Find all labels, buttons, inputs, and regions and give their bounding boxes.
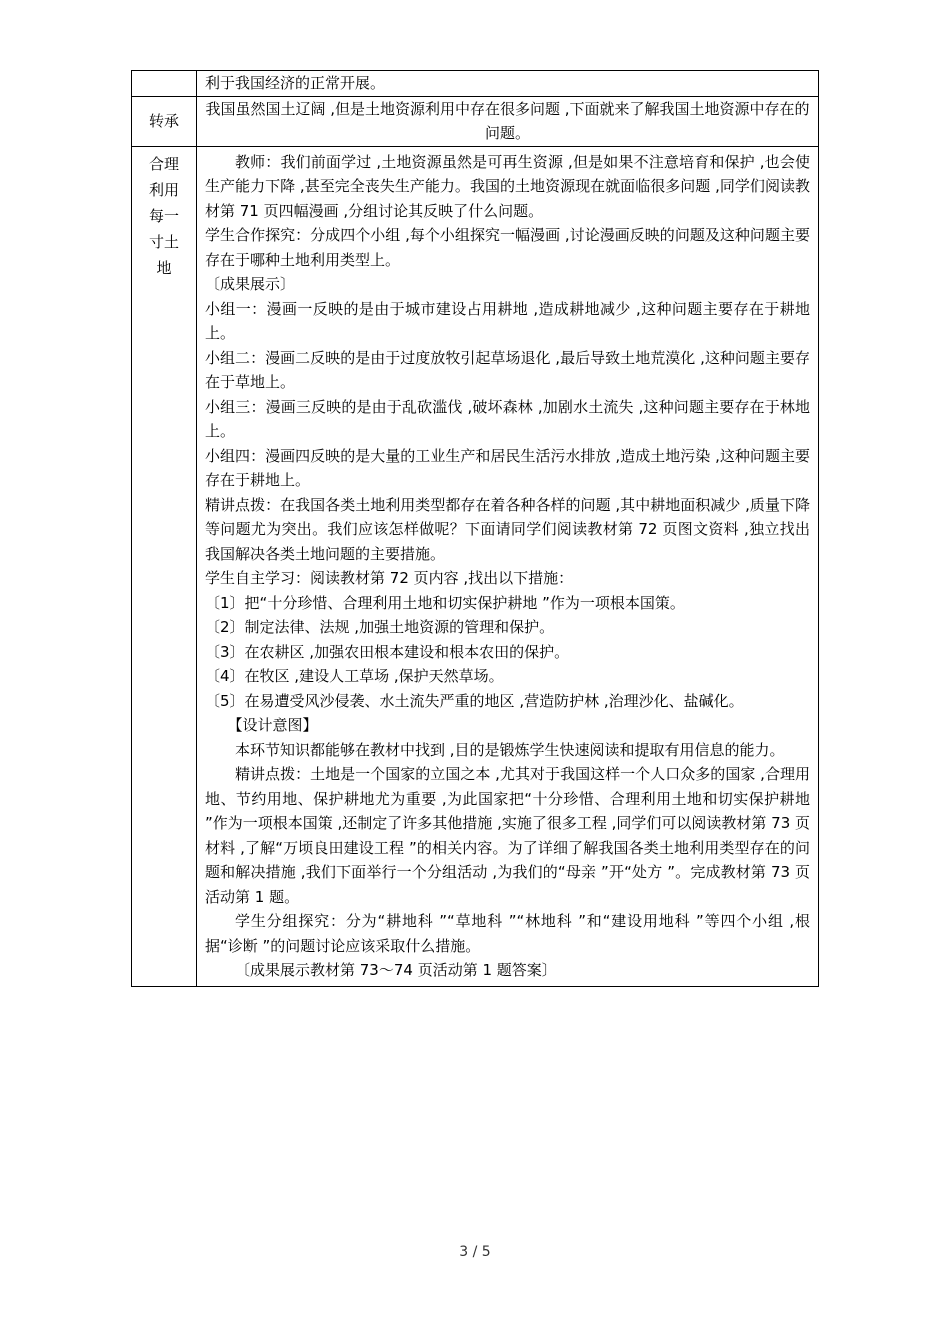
paragraph-measure-5: 〔5〕在易遭受风沙侵袭、水土流失严重的地区 ,营造防护林 ,治理沙化、盐碱化。 bbox=[205, 691, 744, 710]
paragraph-teacher-intro: 教师：我们前面学过 ,土地资源虽然是可再生资源 ,但是如果不注意培育和保护 ,也会使生产能力下降 ,甚至完全丧失生产能力。我国的土地资源现在就面临很多问题 ,同学们阅读教材第 71 页四幅漫画 ,分组讨论其反映了什么问题。 bbox=[205, 152, 810, 220]
paragraph-self-study: 学生自主学习：阅读教材第 72 页内容 ,找出以下措施： bbox=[205, 569, 574, 587]
lesson-plan-table bbox=[131, 70, 819, 987]
paragraph-key-point-1: 精讲点拨：在我国各类土地利用类型都存在着各种各样的问题 ,其中耕地面积减少 ,质量下降等问题尤为突出。我们应该怎样做呢？下面请同学们阅读教材第 72 页图文资料 ,独立找出我国解决各类土地问题的主要措施。 bbox=[205, 495, 810, 563]
main-content bbox=[197, 146, 819, 986]
paragraph-design-intent: 本环节知识都能够在教材中找到 ,目的是锻炼学生快速阅读和提取有用信息的能力。 bbox=[235, 740, 785, 759]
row-label-transition: 转承 bbox=[132, 96, 197, 146]
section-title: 合理利用每一寸土地 bbox=[148, 154, 179, 277]
paragraph-answer-reference: 〔成果展示教材第 73～74 页活动第 1 题答案〕 bbox=[235, 961, 557, 979]
paragraph-group-1: 小组一：漫画一反映的是由于城市建设占用耕地 ,造成耕地减少 ,这种问题主要存在于耕地上。 bbox=[205, 299, 810, 342]
row-label-main bbox=[132, 146, 197, 986]
paragraph-group-exploration: 学生分组探究：分为“耕地科 ”“草地科 ”“林地科 ”和“建设用地科 ”等四个小组 ,根据“诊断 ”的问题讨论应该采取什么措施。 bbox=[205, 912, 810, 955]
paragraph-key-point-2: 精讲点拨：土地是一个国家的立国之本 ,尤其对于我国这样一个人口众多的国家 ,合理用地、节约用地、保护耕地尤为重要 ,为此国家把“十分珍惜、合理利用土地和切实保护耕地 ”作为一项根本国策 ,还制定了许多其他措施 ,实施了很多工程 ,同学们可以阅读教材第 73 页材料 ,了解“万顷良田建设工程 ”的相关内容。为了详细了解我国各类土地利用类型存在的问题和解决措施 ,我们下面举行一个分组活动 ,为我们的“母亲 ”开“处方 ”。完成教材第 73 页活动第 1 题。 bbox=[205, 765, 811, 906]
paragraph-group-2: 小组二：漫画二反映的是由于过度放牧引起草场退化 ,最后导致土地荒漠化 ,这种问题主要存在于草地上。 bbox=[205, 348, 810, 391]
page-number: 3 / 5 bbox=[459, 1244, 491, 1260]
paragraph-measure-4: 〔4〕在牧区 ,建设人工草场 ,保护天然草场。 bbox=[205, 667, 504, 685]
paragraph-measure-1: 〔1〕把“十分珍惜、合理利用土地和切实保护耕地 ”作为一项根本国策。 bbox=[205, 593, 685, 612]
paragraph-design-intent-heading: 【设计意图】 bbox=[227, 716, 318, 734]
continuation-text: 利于我国经济的正常开展。 bbox=[197, 71, 819, 97]
paragraph-measure-3: 〔3〕在农耕区 ,加强农田根本建设和根本农田的保护。 bbox=[205, 642, 570, 661]
paragraph-group-4: 小组四：漫画四反映的是大量的工业生产和居民生活污水排放 ,造成土地污染 ,这种问题主要存在于耕地上。 bbox=[205, 446, 810, 489]
row-label-continuation bbox=[132, 71, 197, 97]
paragraph-measure-2: 〔2〕制定法律、法规 ,加强土地资源的管理和保护。 bbox=[205, 618, 555, 636]
paragraph-group-3: 小组三：漫画三反映的是由于乱砍滥伐 ,破坏森林 ,加剧水土流失 ,这种问题主要存在于林地上。 bbox=[205, 397, 810, 440]
table-row-transition bbox=[132, 96, 819, 146]
table-row-continuation bbox=[132, 71, 819, 97]
table-row-main bbox=[132, 146, 819, 986]
paragraph-student-cooperation: 学生合作探究：分成四个小组 ,每个小组探究一幅漫画 ,讨论漫画反映的问题及这种问题主要存在于哪种土地利用类型上。 bbox=[205, 226, 810, 269]
transition-text: 我国虽然国土辽阔 ,但是土地资源利用中存在很多问题 ,下面就来了解我国土地资源中存在的问题。 bbox=[197, 96, 819, 146]
paragraph-results-heading: 〔成果展示〕 bbox=[205, 275, 296, 293]
